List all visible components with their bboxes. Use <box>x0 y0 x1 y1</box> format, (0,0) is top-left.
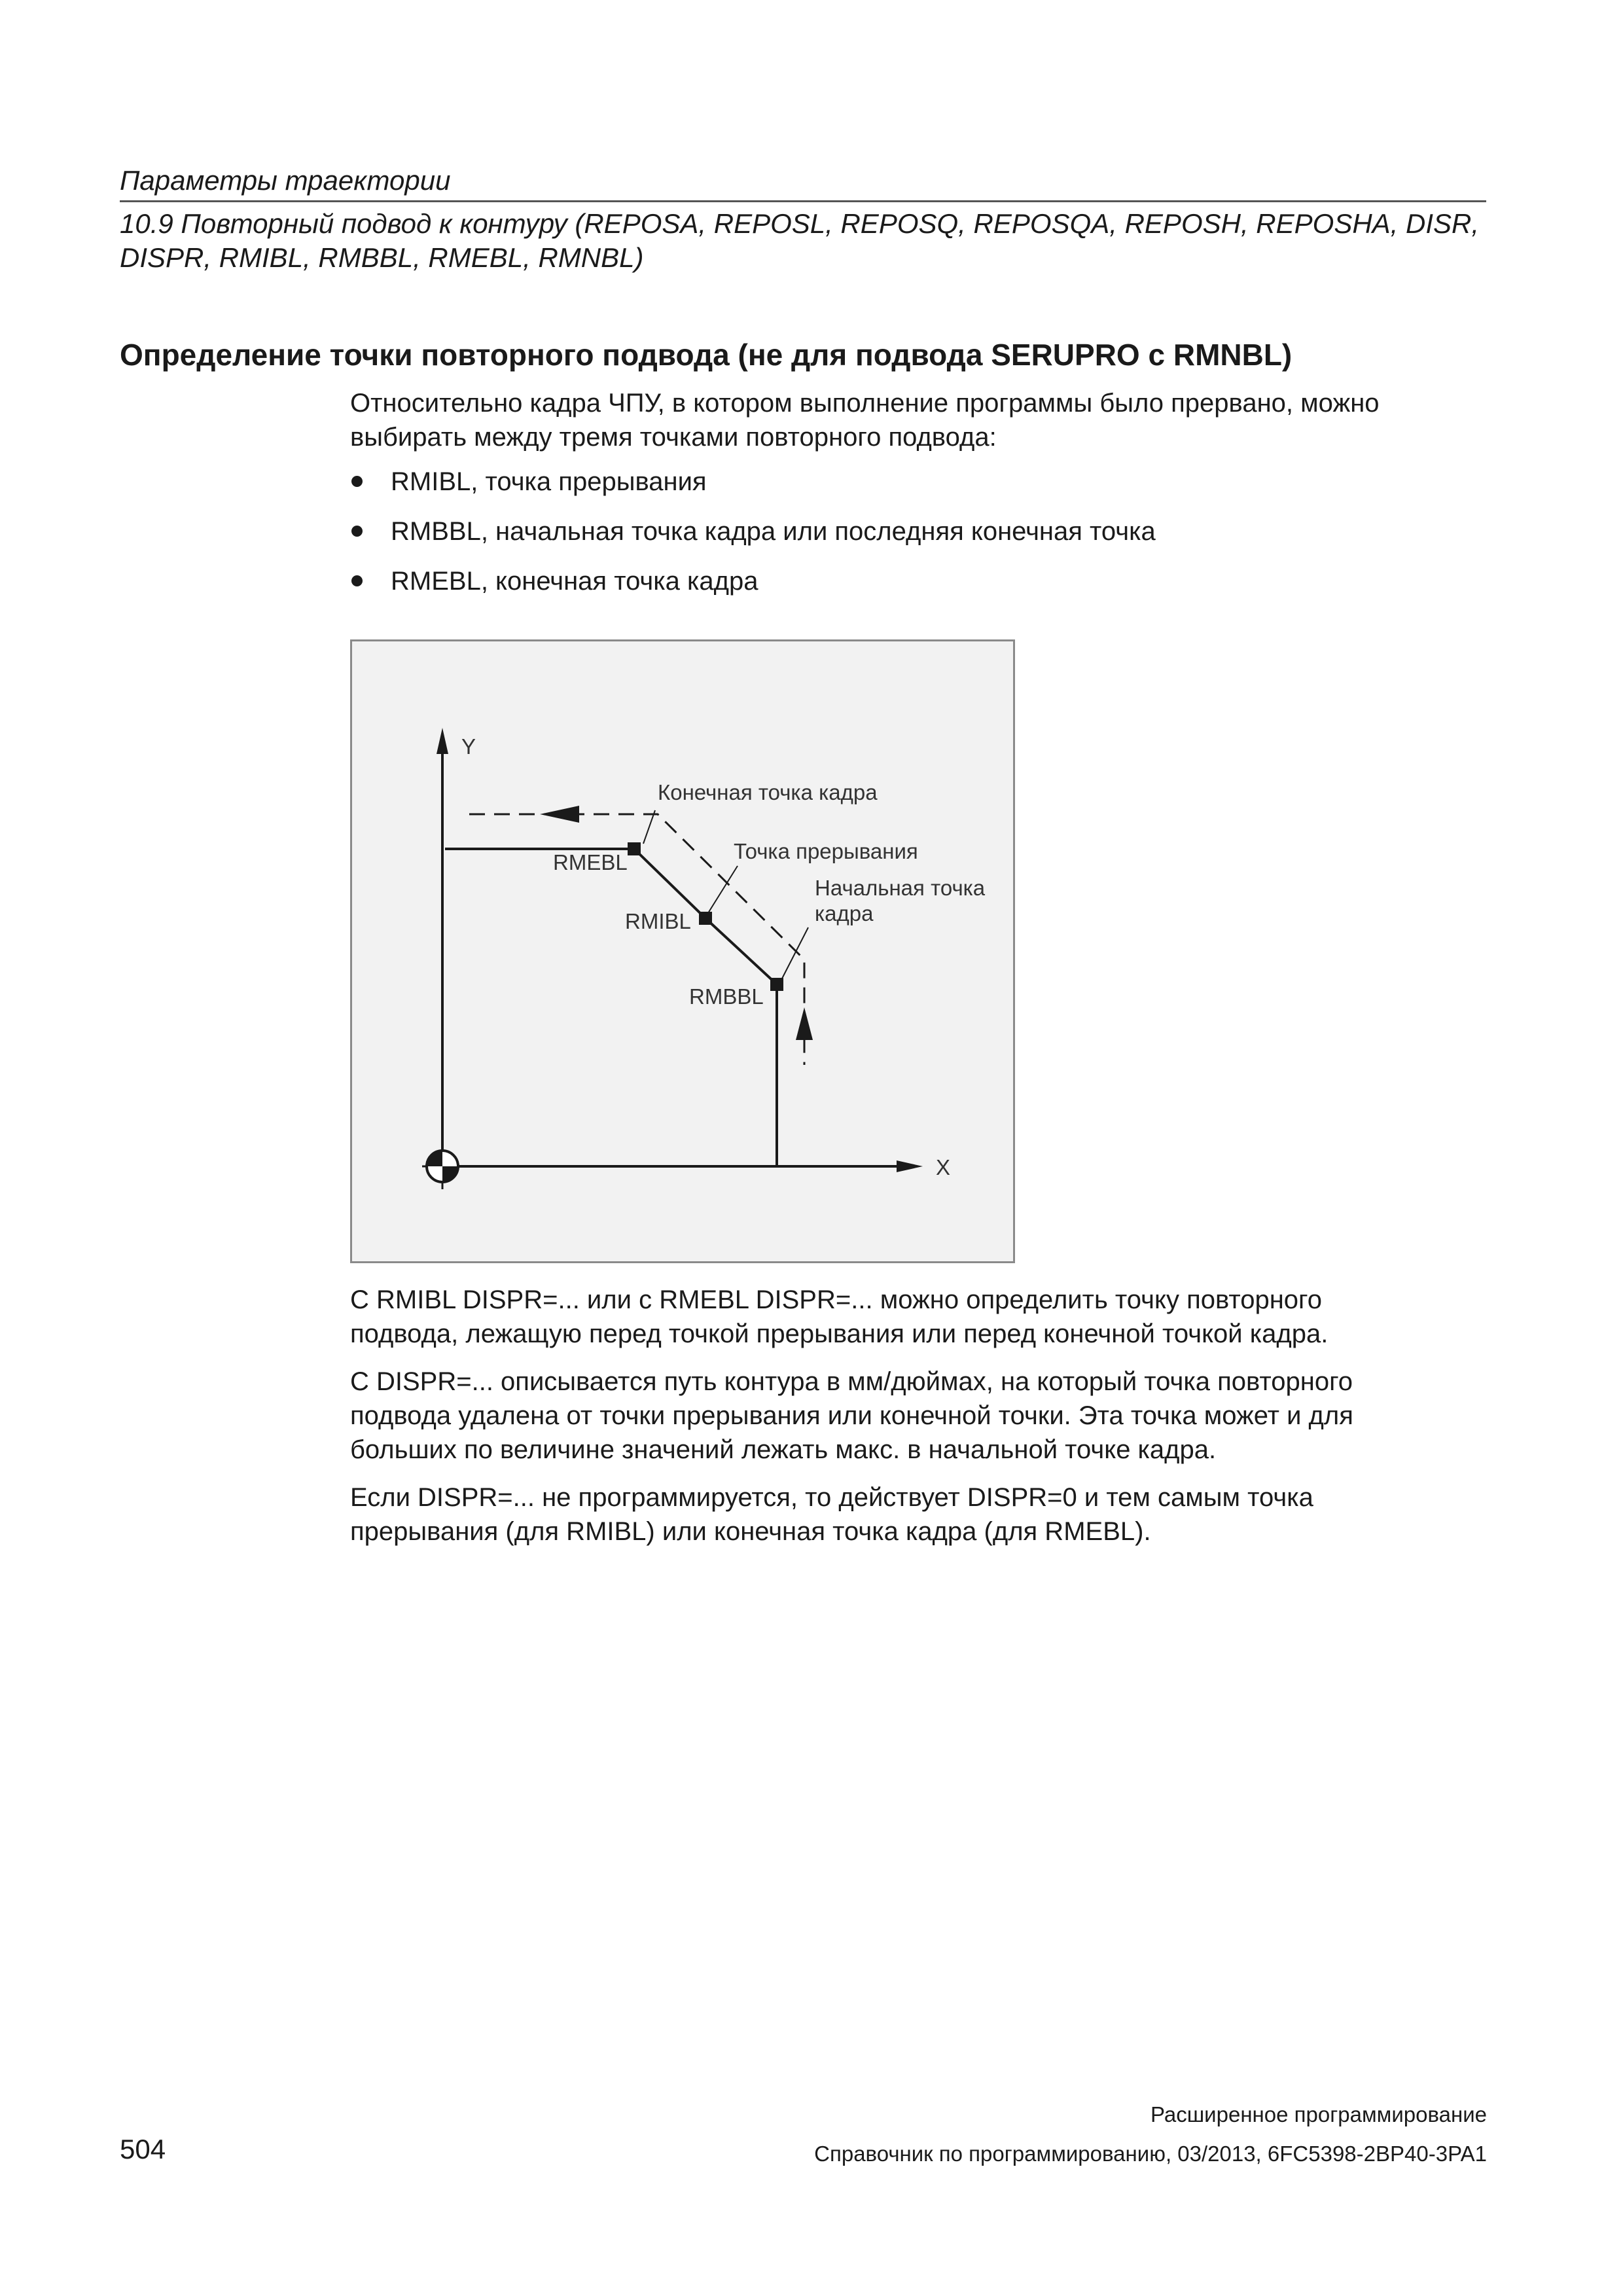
rmebl-label: RMEBL <box>553 850 628 874</box>
running-header-section: Параметры траектории <box>120 165 451 196</box>
paragraph-line: прерывания (для RMIBL) или конечная точка кадра (для RMEBL). <box>350 1517 1151 1546</box>
repositioning-diagram <box>350 639 1015 1263</box>
list-item <box>350 465 1156 514</box>
paragraph-line: С RMIBL DISPR=... или с RMEBL DISPR=... можно определить точку повторного <box>350 1285 1322 1314</box>
paragraph-line: подвода удалена от точки прерывания или конечной точки. Эта точка может и для <box>350 1401 1353 1430</box>
bullet-icon <box>351 476 363 487</box>
bullet-text: RMIBL, точка прерывания <box>391 467 707 496</box>
paragraph-line: Если DISPR=... не программируется, то действует DISPR=0 и тем самым точка <box>350 1483 1313 1512</box>
paragraph-line: подвода, лежащую перед точкой прерывания или перед конечной точкой кадра. <box>350 1319 1329 1348</box>
rmibl-label: RMIBL <box>625 909 691 933</box>
footer-title: Расширенное программирование <box>1150 2102 1487 2126</box>
chapter-line-1: 10.9 Повторный подвод к контуру (REPOSA, REPOSL, REPOSQ, REPOSQA, REPOSH, REPOSHA, DISR, <box>120 208 1480 239</box>
paragraph-line: С DISPR=... описывается путь контура в мм/дюймах, на который точка повторного <box>350 1367 1353 1396</box>
rmibl-point-marker <box>699 912 712 925</box>
running-header-chapter <box>120 207 1494 275</box>
page-number: 504 <box>120 2134 166 2164</box>
rmbbl-label: RMBBL <box>689 984 764 1009</box>
bullet-text: RMEBL, конечная точка кадра <box>391 567 758 596</box>
header-rule <box>120 200 1486 202</box>
intro-line-2: выбирать между тремя точками повторного подвода: <box>350 423 997 452</box>
start-point-label-2: кадра <box>815 901 874 925</box>
list-item <box>350 514 1156 564</box>
interrupt-point-label: Точка прерывания <box>734 839 918 863</box>
start-point-label-1: Начальная точка <box>815 876 986 900</box>
list-item <box>350 564 1156 614</box>
rmebl-point-marker <box>628 842 641 855</box>
y-axis-label: Y <box>461 734 476 759</box>
end-point-label: Конечная точка кадра <box>658 780 878 804</box>
bullet-icon <box>351 575 363 586</box>
paragraph-line: больших по величине значений лежать макс. в начальной точке кадра. <box>350 1435 1217 1464</box>
intro-line-1: Относительно кадра ЧПУ, в котором выполнение программы было прервано, можно <box>350 389 1380 418</box>
bullet-icon <box>351 526 363 537</box>
chapter-line-2: DISPR, RMIBL, RMBBL, RMEBL, RMNBL) <box>120 242 644 273</box>
x-axis-label: X <box>936 1155 951 1179</box>
bullet-list <box>350 465 1156 614</box>
paragraph-dispr-3 <box>350 1480 1489 1549</box>
paragraph-dispr-2 <box>350 1365 1489 1467</box>
intro-paragraph <box>350 386 1489 454</box>
section-heading: Определение точки повторного подвода (не для подвода SERUPRO с RMNBL) <box>120 338 1293 372</box>
bullet-text: RMBBL, начальная точка кадра или последняя конечная точка <box>391 517 1156 546</box>
footer-reference: Справочник по программированию, 03/2013, 6FC5398-2BP40-3PA1 <box>814 2142 1487 2166</box>
rmbbl-point-marker <box>770 978 783 991</box>
paragraph-dispr-1 <box>350 1283 1489 1351</box>
